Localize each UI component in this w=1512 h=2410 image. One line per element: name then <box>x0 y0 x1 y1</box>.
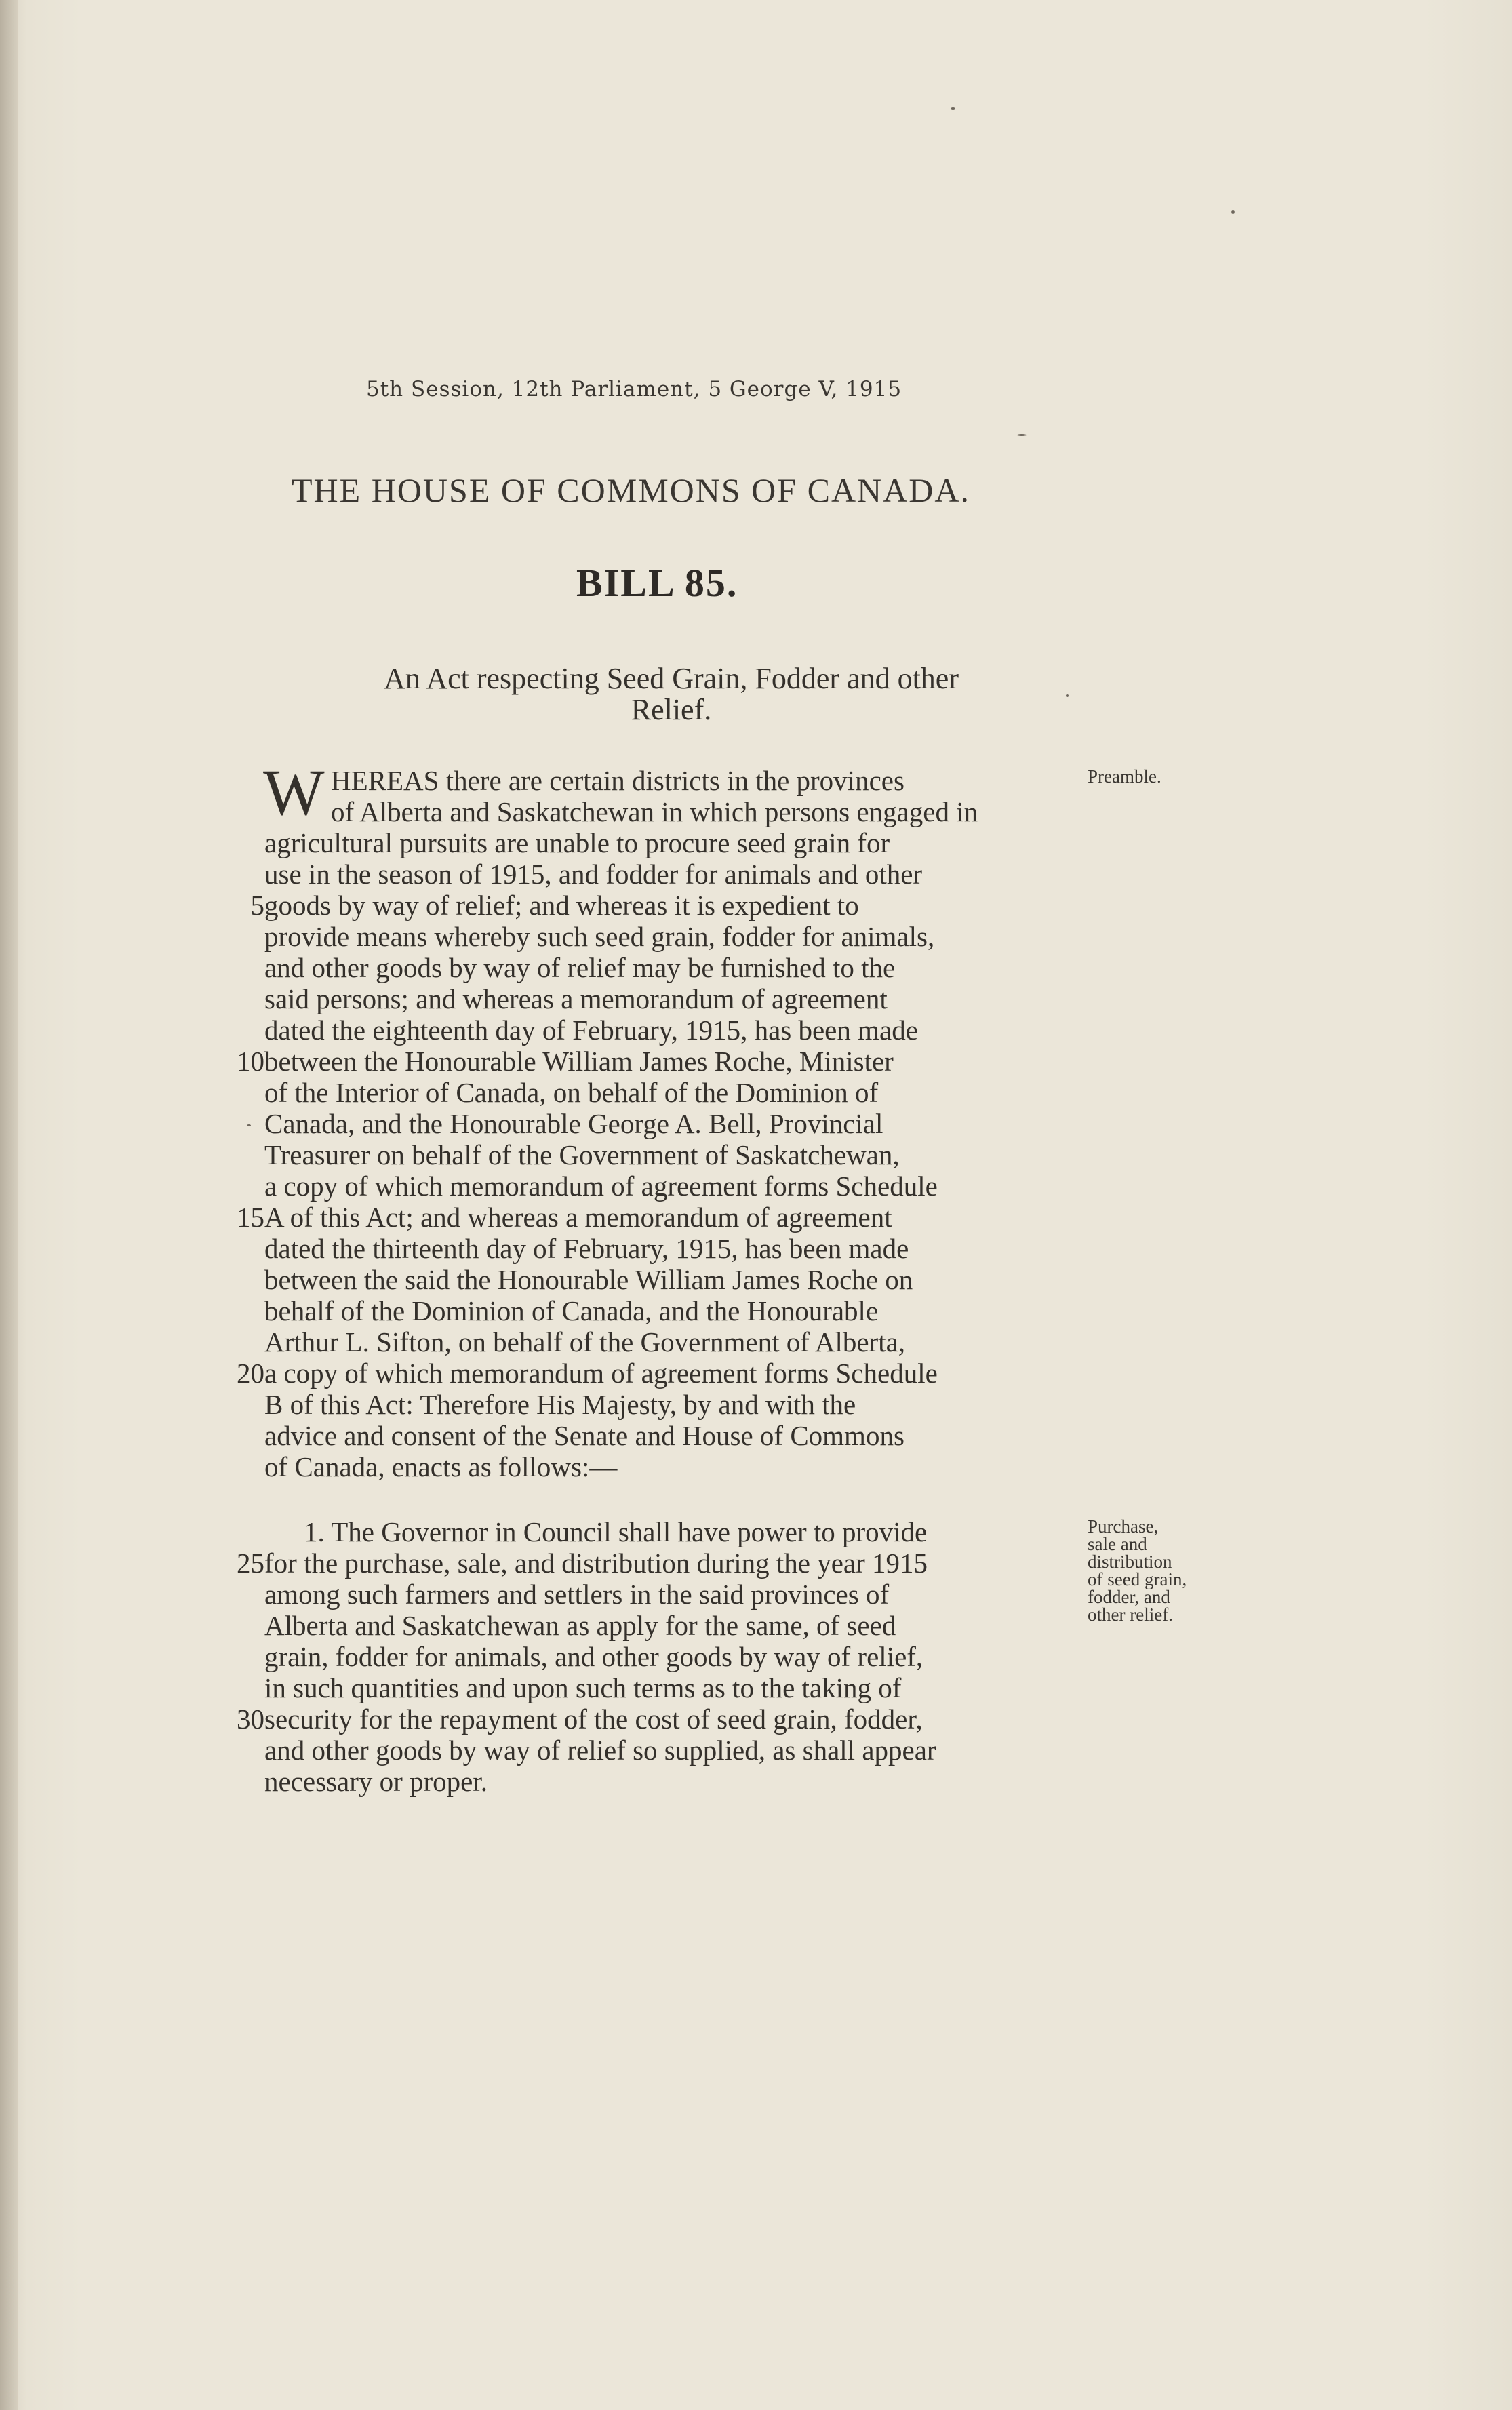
margin-note-line: other relief. <box>1088 1604 1173 1625</box>
preamble-line: of Canada, enacts as follows:— <box>264 1451 618 1482</box>
preamble-line: between the Honourable William James Roche, Minister <box>264 1046 894 1077</box>
margin-note-line: Purchase, <box>1088 1516 1159 1537</box>
preamble-line: a copy of which memorandum of agreement forms Schedule <box>264 1358 938 1389</box>
preamble-line: Treasurer on behalf of the Government of Saskatchewan, <box>264 1139 900 1170</box>
preamble-line: advice and consent of the Senate and House of Commons <box>264 1420 904 1451</box>
paper-speck <box>1017 434 1027 436</box>
preamble-line: said persons; and whereas a memorandum of agreement <box>264 983 888 1014</box>
preamble-line: between the said the Honourable William James Roche on <box>264 1264 913 1295</box>
act-title-line-1: An Act respecting Seed Grain, Fodder and other <box>384 662 959 695</box>
section-line: and other goods by way of relief so supplied, as shall appear <box>264 1735 936 1766</box>
paper-speck <box>1231 210 1235 214</box>
section-line: among such farmers and settlers in the said provinces of <box>264 1579 890 1610</box>
section-line: 1. The Governor in Council shall have power to provide <box>304 1516 928 1547</box>
preamble-line: A of this Act; and whereas a memorandum of agreement <box>264 1202 892 1233</box>
margin-note-line: fodder, and <box>1088 1587 1170 1607</box>
preamble-line: Canada, and the Honourable George A. Bell, Provincial <box>264 1108 883 1139</box>
preamble-line: behalf of the Dominion of Canada, and the Honourable <box>264 1295 879 1326</box>
section-line: in such quantities and upon such terms as to the taking of <box>264 1672 902 1703</box>
margin-note-line: distribution <box>1088 1552 1172 1572</box>
page-binding-edge <box>0 0 18 2410</box>
section-line: security for the repayment of the cost of seed grain, fodder, <box>264 1703 923 1735</box>
preamble-line: B of this Act: Therefore His Majesty, by and with the <box>264 1389 856 1420</box>
paper-speck <box>247 1124 251 1126</box>
preamble-line: agricultural pursuits are unable to procure seed grain for <box>264 827 890 858</box>
preamble-line: of Alberta and Saskatchewan in which persons engaged in <box>331 796 978 827</box>
line-number: 20 <box>237 1358 264 1389</box>
line-number: 10 <box>237 1046 264 1077</box>
preamble-line: goods by way of relief; and whereas it is expedient to <box>264 890 859 921</box>
margin-note-preamble: Preamble. <box>1088 766 1161 787</box>
preamble-line: dated the thirteenth day of February, 1915, has been made <box>264 1233 909 1264</box>
line-number: 30 <box>237 1703 264 1735</box>
line-number: 15 <box>237 1202 264 1233</box>
preamble-line: dated the eighteenth day of February, 1915, has been made <box>264 1014 918 1046</box>
section-line: Alberta and Saskatchewan as apply for the same, of seed <box>264 1610 896 1641</box>
house-heading: THE HOUSE OF COMMONS OF CANADA. <box>292 471 970 509</box>
preamble-line: a copy of which memorandum of agreement forms Schedule <box>264 1170 938 1202</box>
act-title-line-2: Relief. <box>631 693 712 726</box>
preamble-line: HEREAS there are certain districts in the provinces <box>331 765 904 796</box>
bill-number: BILL 85. <box>576 561 738 605</box>
preamble-line: Arthur L. Sifton, on behalf of the Government of Alberta, <box>264 1326 906 1358</box>
act-title <box>292 663 1051 726</box>
preamble-line: use in the season of 1915, and fodder for animals and other <box>264 858 923 890</box>
preamble-line: of the Interior of Canada, on behalf of the Dominion of <box>264 1077 879 1108</box>
section-line: necessary or proper. <box>264 1766 488 1797</box>
line-number: 25 <box>237 1547 264 1579</box>
section-line: for the purchase, sale, and distribution during the year 1915 <box>264 1547 928 1579</box>
margin-note-line: sale and <box>1088 1534 1147 1554</box>
preamble-line: and other goods by way of relief may be furnished to the <box>264 952 896 983</box>
preamble-dropcap: W <box>263 756 325 829</box>
preamble-line: provide means whereby such seed grain, fodder for animals, <box>264 921 935 952</box>
paper-speck <box>1066 694 1069 697</box>
paper-speck <box>951 107 955 110</box>
margin-note-line: of seed grain, <box>1088 1569 1187 1589</box>
section-line: grain, fodder for animals, and other goods by way of relief, <box>264 1641 923 1672</box>
margin-note-section-1 <box>1088 1518 1237 1623</box>
line-number: 5 <box>250 890 264 921</box>
session-line: 5th Session, 12th Parliament, 5 George V, 1915 <box>366 377 902 401</box>
